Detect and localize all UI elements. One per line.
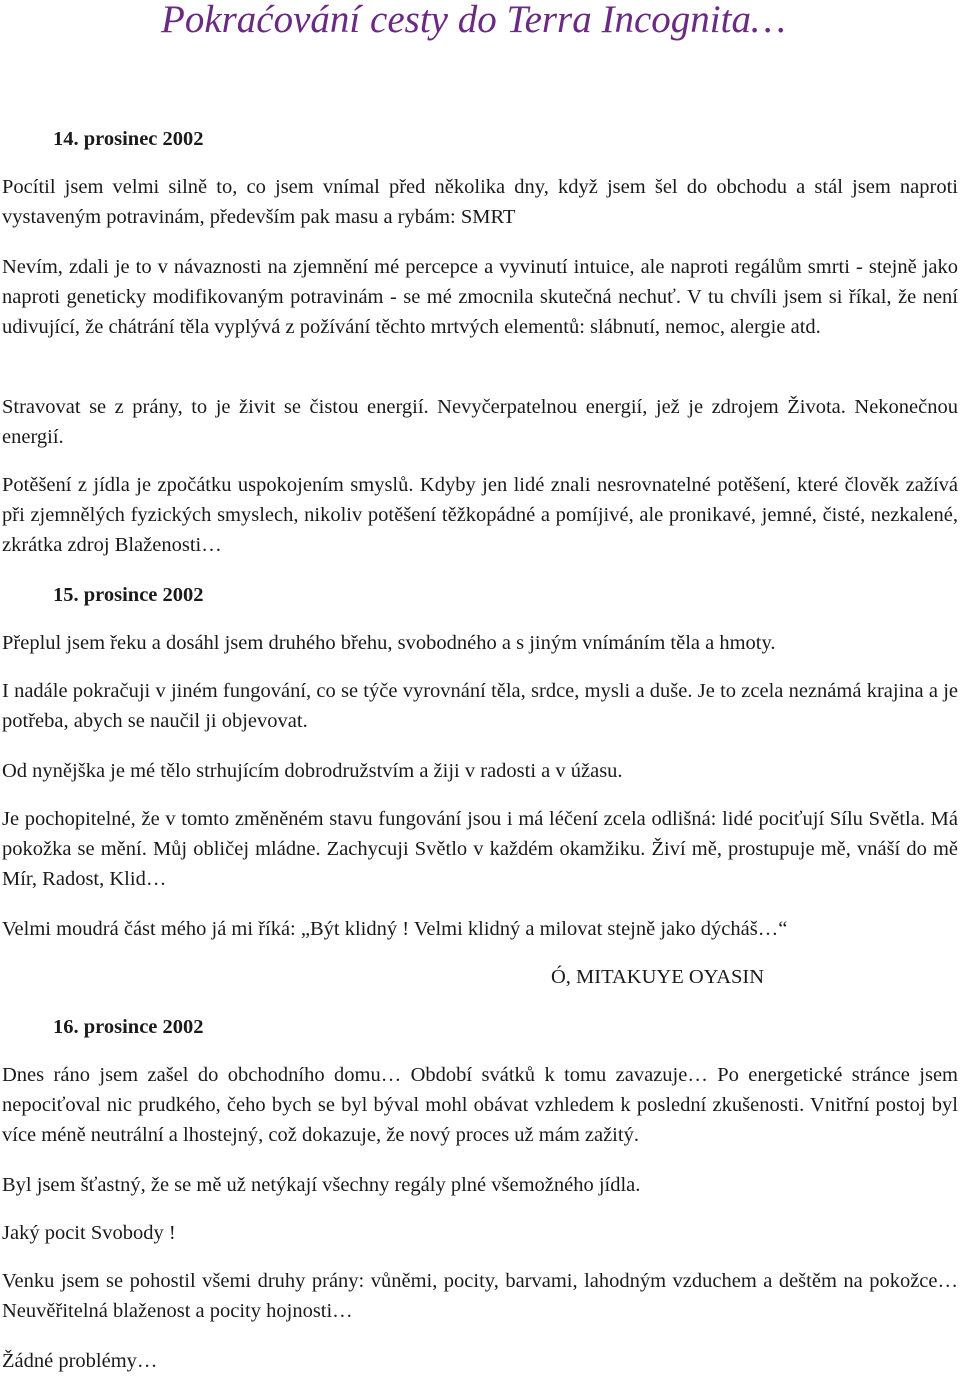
paragraph: Přeplul jsem řeku a dosáhl jsem druhého břehu, svobodného a s jiným vnímáním těla a hmoty. xyxy=(2,632,776,654)
paragraph: I nadále pokračuji v jiném fungování, co se týče vyrovnání těla, srdce, mysli a duše. Je to zcela neznámá krajina a je potřeba, abych se naučil ji objevovat. xyxy=(2,680,958,732)
paragraph: Dnes ráno jsem zašel do obchodního domu… Období svátků k tomu zavazuje… Po energetické stránce jsem nepociťoval nic prudkého, čeho bych se byl býval mohl obávat vzhledem k poslední zkušenosti. Vnitřní postoj byl více méně neutrální a lhostejný, což dokazuje, že nový proces už mám zažitý. xyxy=(2,1064,958,1146)
paragraph: Od nyněјška je mé tělo strhujícím dobrodružstvím a žiji v radosti a v úžasu. xyxy=(2,760,623,782)
entry-date: 15. prosince 2002 xyxy=(53,584,204,606)
paragraph: Pocítil jsem velmi silně to, co jsem vnímal před několika dny, když jsem šel do obchodu a stál jsem naproti vystaveným potravinám, především pak masu a rybám: SMRT xyxy=(2,176,958,228)
paragraph: Potěšení z jídla je zpočátku uspokojením smyslů. Kdyby jen lidé znali nesrovnatelné potěšení, které člověk zažívá při zjemnělých fyzických smyslech, nikoliv potěšení těžkopádné a pomíjivé, ale pronikavé, jemné, čisté, nezkalené, zkrátka zdroj Blaženosti… xyxy=(2,474,958,556)
page-title: Pokraćování cesty do Terra Incognita… xyxy=(161,0,786,41)
entry-date: 16. prosince 2002 xyxy=(53,1016,204,1038)
paragraph: Je pochopitelné, že v tomto změněném stavu fungování jsou i má léčení zcela odlišná: lidé pociťují Sílu Světla. Má pokožka se mění. Můj obličej mládne. Zachycuji Světlo v každém okamžiku. Živí mě, prostupuje mě, vnáší do mě Mír, Radost, Klid… xyxy=(2,808,958,890)
paragraph: Byl jsem šťastný, že se mě už netýkají všechny regály plné všemožného jídla. xyxy=(2,1174,641,1196)
paragraph: Velmi moudrá část mého já mi říká: „Být klidný ! Velmi klidný a milovat stejně jako dýcháš…“ xyxy=(2,918,788,940)
entry-date: 14. prosinec 2002 xyxy=(53,128,204,150)
paragraph: Venku jsem se pohostil všemi druhy prány: vůněmi, pocity, barvami, lahodným vzduchem a deštěm na pokožce… Neuvěřitelná blaženost a pocity hojnosti… xyxy=(2,1270,958,1322)
paragraph: Stravovat se z prány, to je živit se čistou energií. Nevyčerpatelnou energií, jež je zdrojem Života. Nekonečnou energií. xyxy=(2,396,958,448)
signature: Ó, MITAKUYE OYASIN xyxy=(551,966,765,988)
paragraph: Nevím, zdali je to v návaznosti na zjemnění mé percepce a vyvinutí intuice, ale naproti regálům smrti - stejně jako naproti geneticky modifikovaným potravinám - se mé zmocnila skutečná nechuť. V tu chvíli jsem si říkal, že není udivující, že chátrání těla vyplývá z požívání těchto mrtvých elementů: slábnutí, nemoc, alergie atd. xyxy=(2,256,958,338)
paragraph: Jaký pocit Svobody ! xyxy=(2,1222,176,1244)
paragraph: Žádné problémy… xyxy=(2,1350,158,1372)
